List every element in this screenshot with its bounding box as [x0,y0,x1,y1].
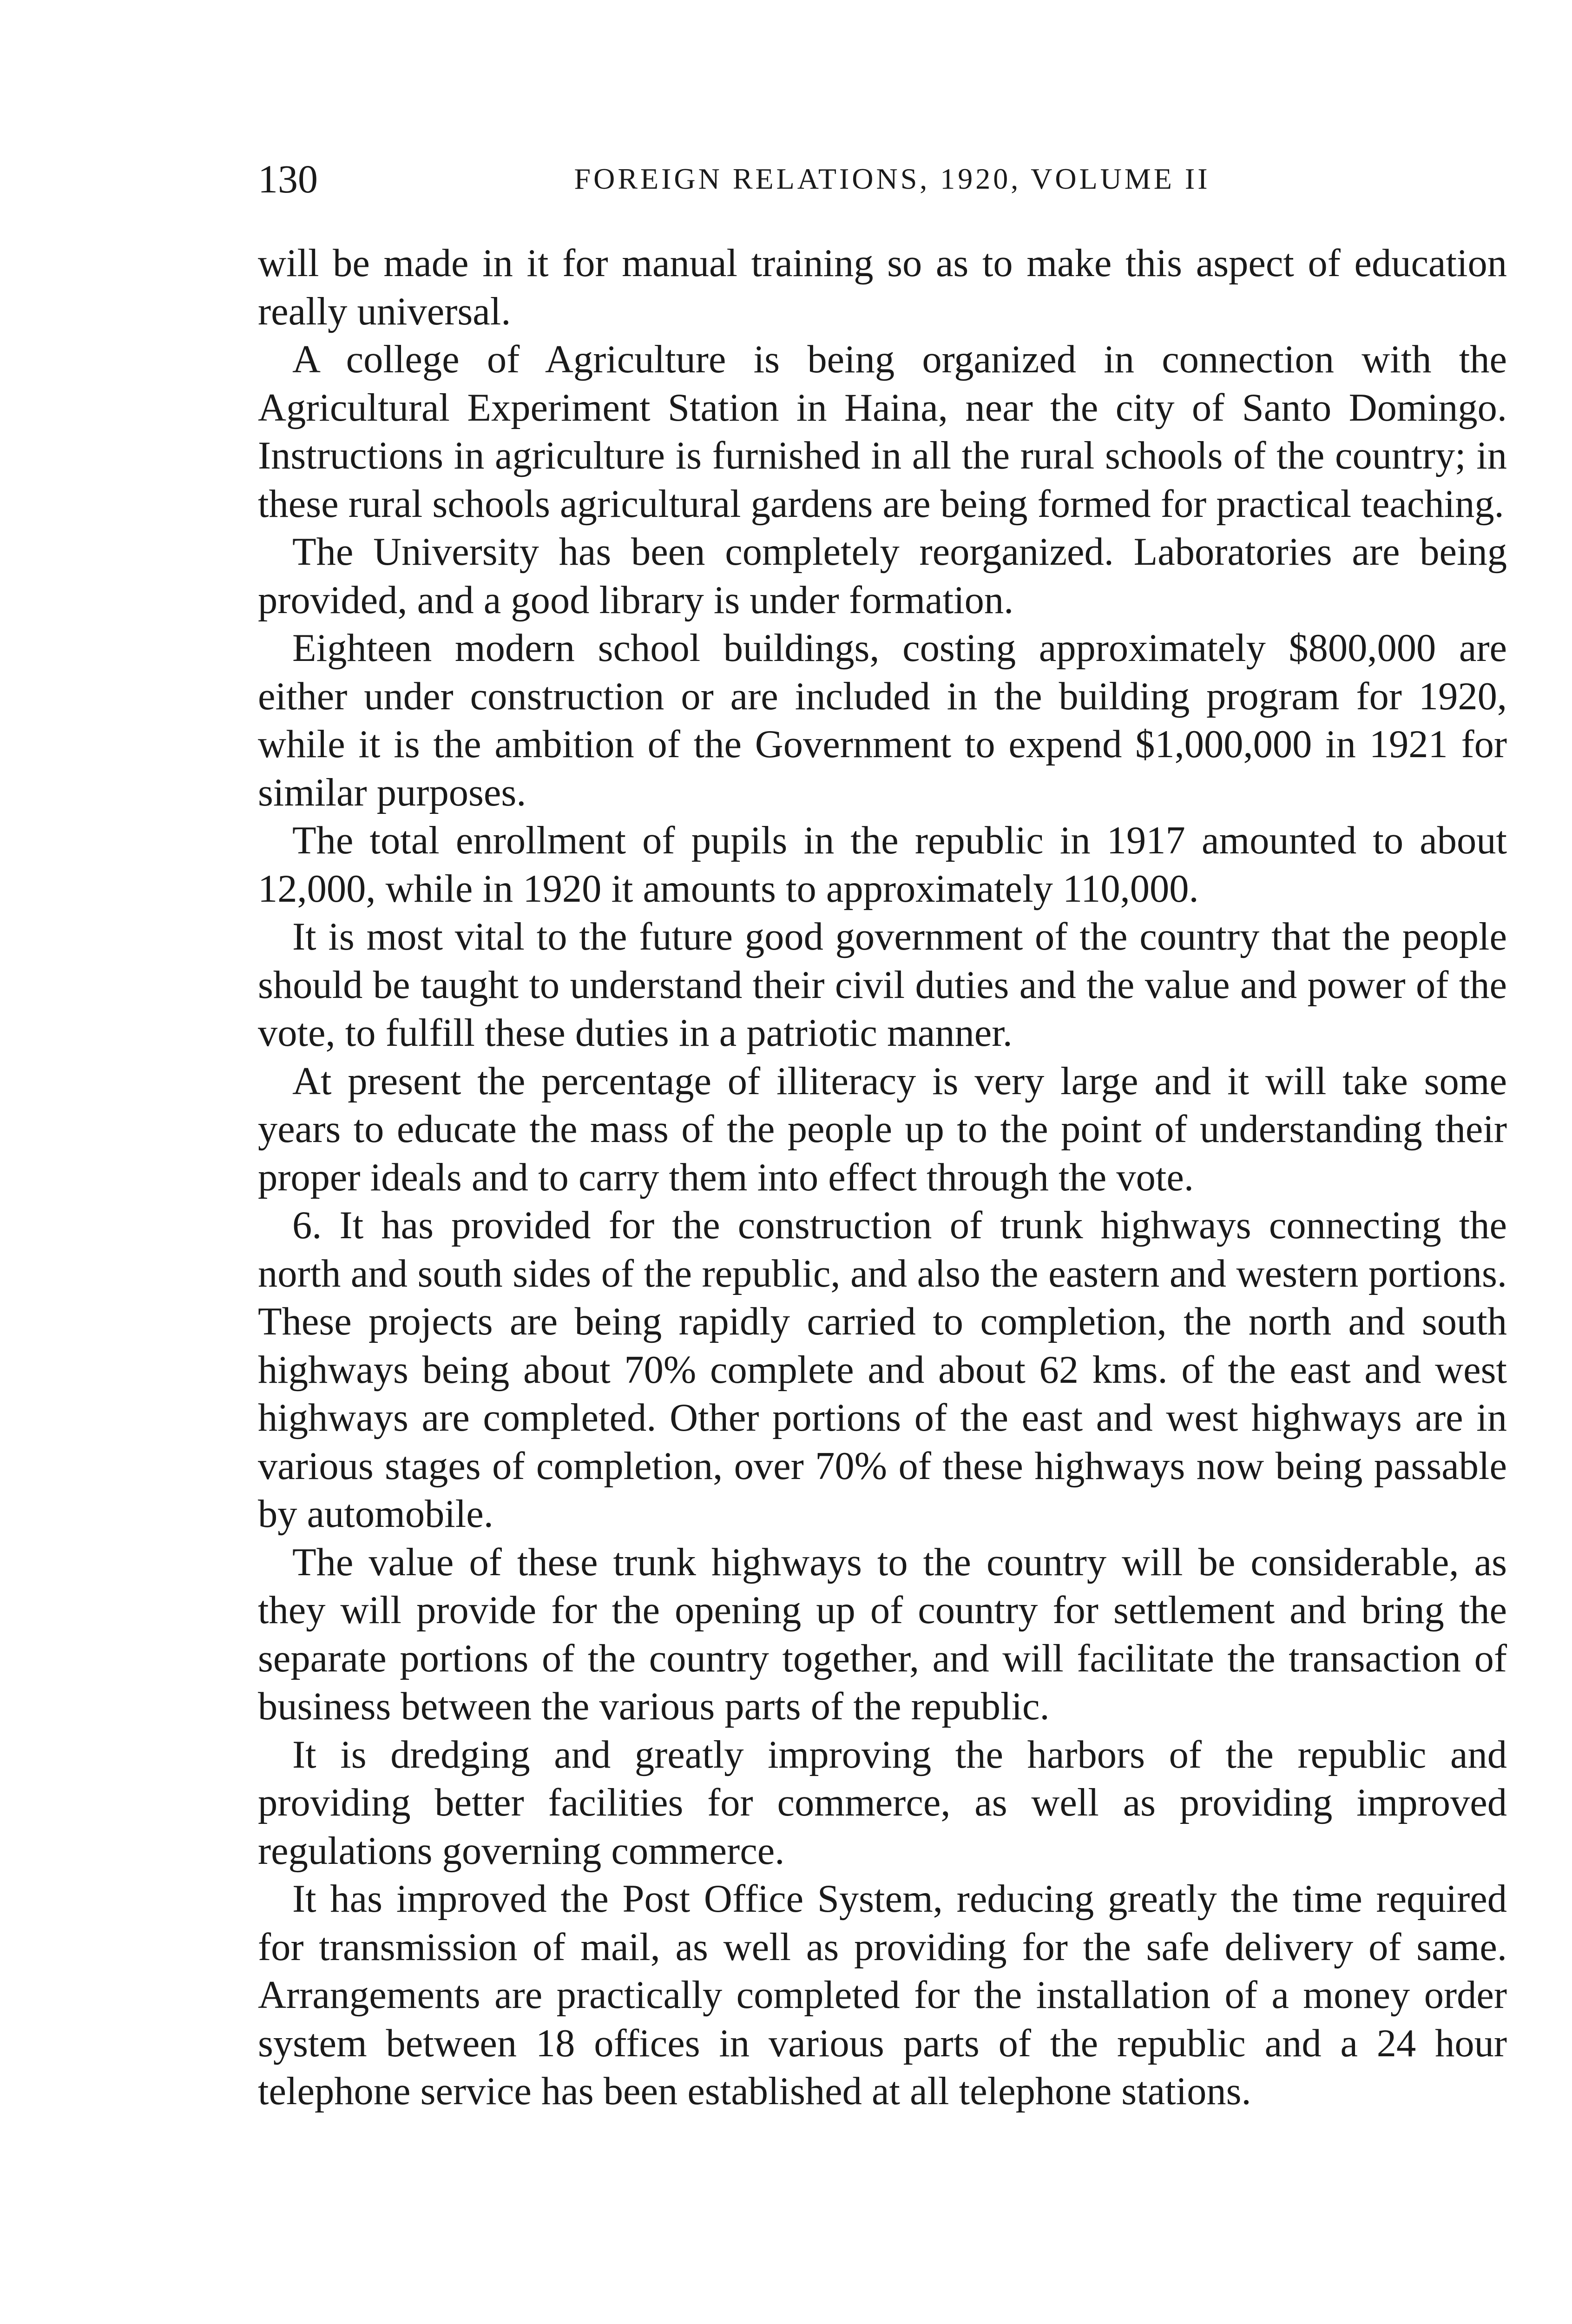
paragraph-agriculture-college: A college of Agriculture is being organized in connection with the Agricultural Experiment Station in Haina, near the city of Santo Domingo. Instructions in agriculture is furnished in all the rural schools of the country; in these rural schools agricultural gardens are being formed for practical teaching. [258,338,1507,526]
paragraph-harbors: It is dredging and greatly improving the harbors of the republic and providing better facilities for commerce, as well as providing improved regulations governing commerce. [258,1733,1507,1873]
paragraph-highway-value: The value of these trunk highways to the country will be considerable, as they will provide for the opening up of country for settlement and bring the separate portions of the country together, and will facilitate the transaction of business between the various parts of the republic. [258,1540,1507,1728]
paragraph-school-buildings: Eighteen modern school buildings, costing approximately $800,000 are either under construction or are included in the building program for 1920, while it is the ambition of the Government to expend $1,000,000 in 1921 for similar purposes. [258,627,1507,814]
paragraph-illiteracy: At present the percentage of illiteracy is very large and it will take some years to educate the mass of the people up to the point of understanding their proper ideals and to carry them into effect through the vote. [258,1059,1507,1199]
paragraph-university: The University has been completely reorganized. Laboratories are being provided, and a good library is under formation. [258,530,1507,622]
paragraph-enrollment: The total enrollment of pupils in the republic in 1917 amounted to about 12,000, while in 1920 it amounts to approximately 110,000. [258,819,1507,911]
page-header [258,153,1508,205]
body-text [258,239,1507,2116]
paragraph-trunk-highways: 6. It has provided for the construction of trunk highways connecting the north and south sides of the republic, and also the eastern and western portions. These projects are being rapidly carried to completion, the north and south highways being about 70% complete and about 62 kms. of the east and west highways are completed. Other portions of the east and west highways are in various stages of completion, over 70% of these highways now being passable by automobile. [258,1204,1507,1536]
paragraph-continuation: will be made in it for manual training so as to make this aspect of education really universal. [258,242,1507,333]
paragraph-civil-duties: It is most vital to the future good government of the country that the people should be taught to understand their civil duties and the value and power of the vote, to fulfill these duties in a patriotic manner. [258,915,1507,1055]
page-number: 130 [258,157,318,201]
paragraph-post-office: It has improved the Post Office System, reducing greatly the time required for transmission of mail, as well as providing for the safe delivery of same. Arrangements are practically completed for the installation of a money order system between 18 offices in various parts of the republic and a 24 hour telephone service has been established at all telephone stations. [258,1877,1507,2113]
running-title: FOREIGN RELATIONS, 1920, VOLUME II [574,162,1210,195]
